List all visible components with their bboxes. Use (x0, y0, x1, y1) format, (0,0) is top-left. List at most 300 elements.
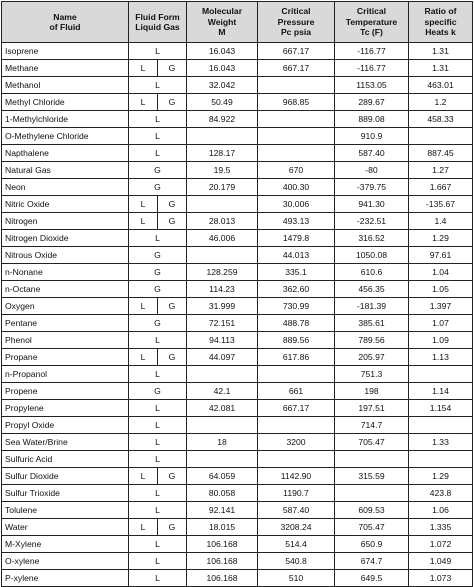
form-marker: L (155, 46, 160, 56)
critical-pressure-cell: 488.78 (258, 315, 335, 332)
fluid-form-cell (129, 485, 187, 502)
gas-marker: G (168, 97, 176, 107)
molecular-weight-cell: 42.081 (187, 400, 258, 417)
fluid-form-cell (129, 417, 187, 434)
fluid-form-cell (129, 196, 187, 213)
form-marker: L (155, 114, 160, 124)
specific-heat-ratio-cell: 97.61 (409, 247, 473, 264)
header-critical-temperature: Critical Temperature Tc (F) (335, 2, 409, 43)
critical-temperature-cell: 705.47 (335, 519, 409, 536)
molecular-weight-cell: 32.042 (187, 77, 258, 94)
form-marker: L (155, 233, 160, 243)
gas-marker: G (168, 63, 176, 73)
fluid-form-cell (129, 570, 187, 587)
fluid-properties-table-container (1, 1, 473, 587)
table-row (2, 451, 473, 468)
fluid-form-box (129, 400, 186, 416)
table-row (2, 43, 473, 60)
form-marker: G (154, 318, 161, 328)
molecular-weight-cell: 106.168 (187, 570, 258, 587)
fluid-form-cell (129, 349, 187, 366)
form-marker: G (154, 165, 161, 175)
specific-heat-ratio-cell: 1.073 (409, 570, 473, 587)
fluid-form-box (129, 213, 186, 229)
fluid-form-box (129, 77, 186, 93)
critical-pressure-cell: 400.30 (258, 179, 335, 196)
specific-heat-ratio-cell: 1.05 (409, 281, 473, 298)
critical-temperature-cell: 289.67 (335, 94, 409, 111)
fluid-form-box (129, 366, 186, 382)
molecular-weight-cell: 16.043 (187, 60, 258, 77)
gas-marker: G (168, 301, 176, 311)
table-row (2, 536, 473, 553)
molecular-weight-cell: 128.17 (187, 145, 258, 162)
table-row (2, 519, 473, 536)
specific-heat-ratio-cell: 1.31 (409, 60, 473, 77)
gas-marker: G (168, 522, 176, 532)
table-row (2, 60, 473, 77)
form-marker: L (155, 556, 160, 566)
specific-heat-ratio-cell: 1.4 (409, 213, 473, 230)
critical-pressure-cell: 44.013 (258, 247, 335, 264)
critical-pressure-cell: 1479.8 (258, 230, 335, 247)
table-row (2, 349, 473, 366)
critical-temperature-cell: -116.77 (335, 60, 409, 77)
specific-heat-ratio-cell: 1.09 (409, 332, 473, 349)
specific-heat-ratio-cell: 1.27 (409, 162, 473, 179)
table-row (2, 179, 473, 196)
fluid-form-cell (129, 94, 187, 111)
fluid-name-cell: Neon (2, 179, 129, 196)
specific-heat-ratio-cell: 1.397 (409, 298, 473, 315)
specific-heat-ratio-cell: 1.072 (409, 536, 473, 553)
gas-marker: G (168, 199, 176, 209)
fluid-form-box (129, 570, 186, 586)
fluid-form-cell (129, 468, 187, 485)
critical-temperature-cell: 609.53 (335, 502, 409, 519)
specific-heat-ratio-cell (409, 417, 473, 434)
specific-heat-ratio-cell: 1.29 (409, 230, 473, 247)
critical-temperature-cell: 610.6 (335, 264, 409, 281)
molecular-weight-cell (187, 196, 258, 213)
critical-pressure-cell: 1142.90 (258, 468, 335, 485)
specific-heat-ratio-cell: 887.45 (409, 145, 473, 162)
critical-pressure-cell: 514.4 (258, 536, 335, 553)
fluid-form-box (129, 281, 186, 297)
fluid-form-cell (129, 281, 187, 298)
form-marker: L (155, 420, 160, 430)
critical-pressure-cell: 661 (258, 383, 335, 400)
fluid-form-cell (129, 434, 187, 451)
fluid-name-cell: O-xylene (2, 553, 129, 570)
form-marker: L (155, 488, 160, 498)
fluid-form-box (129, 417, 186, 433)
fluid-form-box (129, 43, 186, 59)
critical-pressure-cell: 362.60 (258, 281, 335, 298)
fluid-name-cell: Water (2, 519, 129, 536)
form-marker: L (155, 454, 160, 464)
fluid-name-cell: Nitrogen Dioxide (2, 230, 129, 247)
table-row (2, 434, 473, 451)
critical-pressure-cell: 617.86 (258, 349, 335, 366)
critical-pressure-cell: 30.006 (258, 196, 335, 213)
molecular-weight-cell: 128.259 (187, 264, 258, 281)
fluid-form-cell (129, 553, 187, 570)
header-critical-pressure: Critical Pressure Pc psia (258, 2, 335, 43)
critical-pressure-cell: 3208.24 (258, 519, 335, 536)
critical-pressure-cell: 667.17 (258, 400, 335, 417)
molecular-weight-cell: 106.168 (187, 536, 258, 553)
fluid-form-box (129, 145, 186, 161)
form-marker: G (154, 267, 161, 277)
molecular-weight-cell: 64.059 (187, 468, 258, 485)
fluid-name-cell: Methane (2, 60, 129, 77)
fluid-name-cell: Oxygen (2, 298, 129, 315)
gas-marker: G (168, 216, 176, 226)
liquid-marker: L (129, 349, 158, 365)
critical-temperature-cell: 650.9 (335, 536, 409, 553)
critical-temperature-cell: 941.30 (335, 196, 409, 213)
table-row (2, 383, 473, 400)
specific-heat-ratio-cell: 1.049 (409, 553, 473, 570)
form-marker: L (155, 505, 160, 515)
fluid-name-cell: Methyl Chloride (2, 94, 129, 111)
molecular-weight-cell: 80.058 (187, 485, 258, 502)
fluid-form-cell (129, 213, 187, 230)
critical-pressure-cell (258, 451, 335, 468)
critical-temperature-cell: 714.7 (335, 417, 409, 434)
critical-temperature-cell (335, 485, 409, 502)
fluid-form-box (129, 60, 186, 76)
table-row (2, 247, 473, 264)
table-row (2, 94, 473, 111)
table-row (2, 298, 473, 315)
critical-temperature-cell: 705.47 (335, 434, 409, 451)
fluid-name-cell: 1-Methylchloride (2, 111, 129, 128)
specific-heat-ratio-cell: 1.2 (409, 94, 473, 111)
table-body (2, 43, 473, 587)
critical-pressure-cell (258, 366, 335, 383)
fluid-form-cell (129, 536, 187, 553)
fluid-name-cell: Tolulene (2, 502, 129, 519)
molecular-weight-cell: 84.922 (187, 111, 258, 128)
specific-heat-ratio-cell: 458.33 (409, 111, 473, 128)
critical-temperature-cell: 649.5 (335, 570, 409, 587)
fluid-name-cell: n-Octane (2, 281, 129, 298)
fluid-form-box (129, 94, 186, 110)
fluid-name-cell: Propane (2, 349, 129, 366)
fluid-form-box (129, 264, 186, 280)
molecular-weight-cell: 18 (187, 434, 258, 451)
specific-heat-ratio-cell: 423.8 (409, 485, 473, 502)
table-row (2, 213, 473, 230)
critical-temperature-cell: 385.61 (335, 315, 409, 332)
fluid-name-cell: O-Methylene Chloride (2, 128, 129, 145)
liquid-marker: L (129, 298, 158, 314)
gas-marker: G (168, 352, 176, 362)
table-row (2, 162, 473, 179)
molecular-weight-cell (187, 366, 258, 383)
fluid-form-cell (129, 366, 187, 383)
fluid-name-cell: Phenol (2, 332, 129, 349)
fluid-properties-table (1, 1, 473, 587)
molecular-weight-cell: 94.113 (187, 332, 258, 349)
table-row (2, 502, 473, 519)
fluid-form-box (129, 162, 186, 178)
critical-temperature-cell: -80 (335, 162, 409, 179)
liquid-marker: L (129, 196, 158, 212)
fluid-form-cell (129, 230, 187, 247)
fluid-form-cell (129, 145, 187, 162)
table-row (2, 315, 473, 332)
table-row (2, 468, 473, 485)
fluid-form-box (129, 315, 186, 331)
table-row (2, 145, 473, 162)
fluid-form-cell (129, 77, 187, 94)
molecular-weight-cell (187, 247, 258, 264)
table-row (2, 111, 473, 128)
fluid-name-cell: Sulfur Dioxide (2, 468, 129, 485)
critical-pressure-cell: 889.56 (258, 332, 335, 349)
critical-pressure-cell: 667.17 (258, 43, 335, 60)
critical-temperature-cell: 1153.05 (335, 77, 409, 94)
critical-temperature-cell: 316.52 (335, 230, 409, 247)
specific-heat-ratio-cell: 1.07 (409, 315, 473, 332)
critical-temperature-cell: 1050.08 (335, 247, 409, 264)
specific-heat-ratio-cell: 1.29 (409, 468, 473, 485)
critical-pressure-cell (258, 111, 335, 128)
fluid-form-cell (129, 519, 187, 536)
fluid-form-box (129, 230, 186, 246)
specific-heat-ratio-cell: -135.67 (409, 196, 473, 213)
fluid-name-cell: Nitric Oxide (2, 196, 129, 213)
fluid-form-cell (129, 332, 187, 349)
fluid-form-cell (129, 60, 187, 77)
fluid-form-cell (129, 502, 187, 519)
fluid-name-cell: Propyl Oxide (2, 417, 129, 434)
molecular-weight-cell: 28.013 (187, 213, 258, 230)
molecular-weight-cell: 72.151 (187, 315, 258, 332)
fluid-name-cell: Propene (2, 383, 129, 400)
critical-pressure-cell (258, 417, 335, 434)
fluid-form-box (129, 502, 186, 518)
critical-temperature-cell: 456.35 (335, 281, 409, 298)
form-marker: L (155, 80, 160, 90)
liquid-marker: L (129, 94, 158, 110)
molecular-weight-cell (187, 128, 258, 145)
fluid-name-cell: Pentane (2, 315, 129, 332)
critical-temperature-cell: -116.77 (335, 43, 409, 60)
critical-temperature-cell (335, 451, 409, 468)
molecular-weight-cell: 16.043 (187, 43, 258, 60)
fluid-name-cell: Sea Water/Brine (2, 434, 129, 451)
fluid-name-cell: n-Propanol (2, 366, 129, 383)
fluid-name-cell: Nitrogen (2, 213, 129, 230)
fluid-form-cell (129, 264, 187, 281)
fluid-form-box (129, 536, 186, 552)
fluid-name-cell: Nitrous Oxide (2, 247, 129, 264)
table-row (2, 417, 473, 434)
fluid-form-box (129, 247, 186, 263)
molecular-weight-cell: 31.999 (187, 298, 258, 315)
fluid-name-cell: Methanol (2, 77, 129, 94)
header-name-of-fluid: Name of Fluid (2, 2, 129, 43)
form-marker: L (155, 335, 160, 345)
critical-pressure-cell (258, 77, 335, 94)
critical-pressure-cell: 587.40 (258, 502, 335, 519)
critical-temperature-cell: 889.08 (335, 111, 409, 128)
table-row (2, 553, 473, 570)
specific-heat-ratio-cell: 1.06 (409, 502, 473, 519)
critical-pressure-cell: 968.85 (258, 94, 335, 111)
specific-heat-ratio-cell: 1.33 (409, 434, 473, 451)
table-row (2, 77, 473, 94)
fluid-form-box (129, 179, 186, 195)
molecular-weight-cell: 92.141 (187, 502, 258, 519)
critical-pressure-cell: 335.1 (258, 264, 335, 281)
liquid-marker: L (129, 468, 158, 484)
specific-heat-ratio-cell: 1.154 (409, 400, 473, 417)
fluid-form-box (129, 298, 186, 314)
molecular-weight-cell: 18.015 (187, 519, 258, 536)
critical-temperature-cell: -379.75 (335, 179, 409, 196)
critical-pressure-cell (258, 128, 335, 145)
fluid-form-box (129, 128, 186, 144)
fluid-form-box (129, 383, 186, 399)
specific-heat-ratio-cell: 1.667 (409, 179, 473, 196)
liquid-marker: L (129, 60, 158, 76)
specific-heat-ratio-cell: 1.335 (409, 519, 473, 536)
fluid-form-box (129, 349, 186, 365)
fluid-form-box (129, 451, 186, 467)
table-row (2, 230, 473, 247)
form-marker: L (155, 573, 160, 583)
molecular-weight-cell: 20.179 (187, 179, 258, 196)
critical-temperature-cell: 910.9 (335, 128, 409, 145)
table-row (2, 366, 473, 383)
form-marker: G (154, 386, 161, 396)
critical-pressure-cell (258, 145, 335, 162)
fluid-form-cell (129, 247, 187, 264)
table-row (2, 400, 473, 417)
critical-pressure-cell: 670 (258, 162, 335, 179)
table-row (2, 281, 473, 298)
molecular-weight-cell: 19.5 (187, 162, 258, 179)
fluid-form-cell (129, 383, 187, 400)
critical-pressure-cell: 540.8 (258, 553, 335, 570)
fluid-form-cell (129, 315, 187, 332)
critical-temperature-cell: -232.51 (335, 213, 409, 230)
critical-temperature-cell: 751.3 (335, 366, 409, 383)
critical-temperature-cell: 197.51 (335, 400, 409, 417)
form-marker: L (155, 437, 160, 447)
specific-heat-ratio-cell (409, 366, 473, 383)
fluid-name-cell: n-Nonane (2, 264, 129, 281)
form-marker: G (154, 284, 161, 294)
specific-heat-ratio-cell: 1.31 (409, 43, 473, 60)
form-marker: G (154, 182, 161, 192)
molecular-weight-cell (187, 451, 258, 468)
molecular-weight-cell: 50.49 (187, 94, 258, 111)
critical-pressure-cell: 493.13 (258, 213, 335, 230)
fluid-form-cell (129, 298, 187, 315)
header-molecular-weight: Molecular Weight M (187, 2, 258, 43)
fluid-form-cell (129, 128, 187, 145)
molecular-weight-cell (187, 417, 258, 434)
fluid-name-cell: Natural Gas (2, 162, 129, 179)
critical-temperature-cell: -181.39 (335, 298, 409, 315)
critical-pressure-cell: 510 (258, 570, 335, 587)
fluid-form-box (129, 468, 186, 484)
fluid-form-box (129, 485, 186, 501)
header-fluid-form: Fluid Form Liquid Gas (129, 2, 187, 43)
form-marker: L (155, 131, 160, 141)
table-row (2, 128, 473, 145)
critical-temperature-cell: 205.97 (335, 349, 409, 366)
header-row (2, 2, 473, 43)
fluid-form-cell (129, 179, 187, 196)
fluid-name-cell: Napthalene (2, 145, 129, 162)
liquid-marker: L (129, 519, 158, 535)
form-marker: G (154, 250, 161, 260)
specific-heat-ratio-cell (409, 451, 473, 468)
specific-heat-ratio-cell (409, 128, 473, 145)
fluid-name-cell: M-Xylene (2, 536, 129, 553)
table-row (2, 332, 473, 349)
critical-temperature-cell: 789.56 (335, 332, 409, 349)
fluid-form-box (129, 434, 186, 450)
header-ratio-specific-heats: Ratio of specific Heats k (409, 2, 473, 43)
form-marker: L (155, 148, 160, 158)
specific-heat-ratio-cell: 1.14 (409, 383, 473, 400)
molecular-weight-cell: 42.1 (187, 383, 258, 400)
table-row (2, 485, 473, 502)
table-row (2, 196, 473, 213)
fluid-name-cell: Sulfur Trioxide (2, 485, 129, 502)
molecular-weight-cell: 106.168 (187, 553, 258, 570)
critical-pressure-cell: 667.17 (258, 60, 335, 77)
fluid-name-cell: Sulfuric Acid (2, 451, 129, 468)
fluid-form-cell (129, 43, 187, 60)
fluid-form-box (129, 519, 186, 535)
critical-pressure-cell: 1190.7 (258, 485, 335, 502)
liquid-marker: L (129, 213, 158, 229)
table-row (2, 570, 473, 587)
fluid-form-cell (129, 451, 187, 468)
critical-temperature-cell: 587.40 (335, 145, 409, 162)
specific-heat-ratio-cell: 463.01 (409, 77, 473, 94)
fluid-form-cell (129, 111, 187, 128)
critical-pressure-cell: 3200 (258, 434, 335, 451)
fluid-form-box (129, 553, 186, 569)
specific-heat-ratio-cell: 1.04 (409, 264, 473, 281)
gas-marker: G (168, 471, 176, 481)
form-marker: L (155, 539, 160, 549)
molecular-weight-cell: 114.23 (187, 281, 258, 298)
form-marker: L (155, 403, 160, 413)
molecular-weight-cell: 46.006 (187, 230, 258, 247)
critical-temperature-cell: 315.59 (335, 468, 409, 485)
fluid-form-box (129, 111, 186, 127)
form-marker: L (155, 369, 160, 379)
critical-temperature-cell: 674.7 (335, 553, 409, 570)
critical-pressure-cell: 730.99 (258, 298, 335, 315)
fluid-name-cell: Isoprene (2, 43, 129, 60)
fluid-name-cell: Propylene (2, 400, 129, 417)
fluid-name-cell: P-xylene (2, 570, 129, 587)
critical-temperature-cell: 198 (335, 383, 409, 400)
fluid-form-box (129, 332, 186, 348)
